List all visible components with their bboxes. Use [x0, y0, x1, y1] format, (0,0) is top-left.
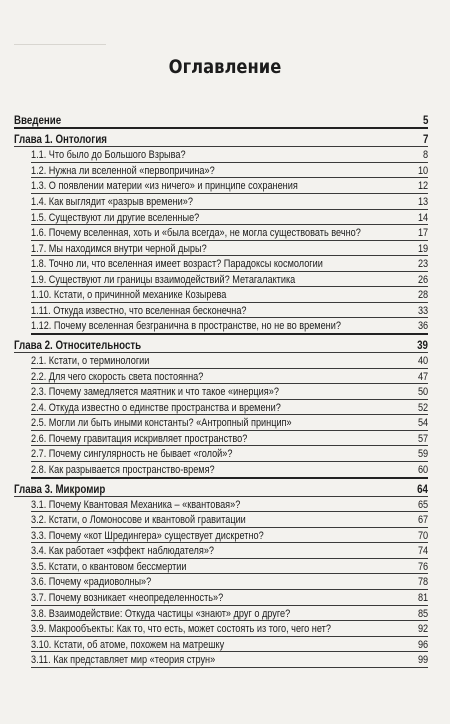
entry-page: 13 [417, 196, 428, 209]
toc-entry[interactable] [14, 432, 428, 448]
entry-page: 81 [417, 591, 428, 604]
entry-page: 23 [417, 258, 428, 271]
toc-entry[interactable] [14, 257, 428, 273]
entry-page: 36 [417, 320, 428, 333]
toc-entry[interactable] [14, 575, 428, 591]
chapter-page: 39 [417, 338, 428, 352]
entry-label: 2.2. Для чего скорость света постоянна? [31, 370, 204, 383]
entry-page: 57 [417, 432, 428, 445]
toc-entry[interactable] [14, 591, 428, 607]
toc-entry[interactable] [14, 447, 428, 463]
entry-page: 33 [417, 304, 428, 317]
entry-label: 3.9. Макрообъекты: Как то, что есть, может состоять из того, чего нет? [31, 623, 331, 636]
toc-entry[interactable] [14, 226, 428, 242]
entry-label: 3.3. Почему «кот Шредингера» существует дискретно? [31, 529, 264, 542]
toc-entry[interactable] [14, 370, 428, 386]
entry-label: 1.1. Что было до Большого Взрыва? [31, 149, 186, 162]
toc-entry[interactable] [14, 544, 428, 560]
entry-page: 59 [417, 448, 428, 461]
entry-label: Введение [14, 114, 62, 127]
entry-page: 28 [417, 289, 428, 302]
toc-chapter-1[interactable] [14, 132, 428, 148]
entry-page: 17 [417, 227, 428, 240]
entry-label: 1.3. О появлении материи «из ничего» и принципе сохранения [31, 180, 298, 193]
chapter-label: Глава 1. Онтология [14, 133, 107, 147]
entry-page: 76 [417, 560, 428, 573]
entry-page: 67 [417, 514, 428, 527]
entry-page: 10 [417, 164, 428, 177]
entry-label: 3.2. Кстати, о Ломоносове и квантовой гравитации [31, 514, 246, 527]
entry-label: 3.10. Кстати, об атоме, похожем на матрешку [31, 638, 225, 651]
entry-label: 2.6. Почему гравитация искривляет пространство? [31, 432, 248, 445]
chapter-label: Глава 2. Относительность [14, 338, 142, 352]
entry-page: 70 [417, 529, 428, 542]
toc-entry[interactable] [14, 164, 428, 180]
page-title: Оглавление [168, 56, 282, 78]
entry-page: 65 [417, 498, 428, 511]
entry-label: 2.4. Откуда известно о единстве пространства и времени? [31, 401, 281, 414]
entry-page: 8 [422, 149, 428, 162]
entry-label: 1.5. Существуют ли другие вселенные? [31, 211, 200, 224]
chapter-label: Глава 3. Микромир [14, 482, 106, 496]
entry-label: 3.7. Почему возникает «неопределенность»? [31, 591, 224, 604]
toc-entry[interactable] [14, 242, 428, 258]
entry-label: 3.1. Почему Квантовая Механика – «квантовая»? [31, 498, 241, 511]
toc-entry[interactable] [14, 498, 428, 514]
entry-page: 5 [422, 114, 428, 127]
entry-page: 12 [417, 180, 428, 193]
entry-label: 1.8. Точно ли, что вселенная имеет возраст? Парадоксы космологии [31, 258, 323, 271]
entry-label: 1.9. Существуют ли границы взаимодействий? Метагалактика [31, 273, 296, 286]
entry-label: 2.1. Кстати, о терминологии [31, 355, 150, 368]
entry-label: 3.4. Как работает «эффект наблюдателя»? [31, 545, 215, 558]
entry-page: 96 [417, 638, 428, 651]
entry-label: 3.11. Как представляет мир «теория струн» [31, 654, 216, 667]
toc-entry[interactable] [14, 463, 428, 479]
entry-page: 14 [417, 211, 428, 224]
chapter-page: 7 [422, 133, 428, 147]
toc-entry[interactable] [14, 607, 428, 623]
toc-entry[interactable] [14, 319, 428, 335]
entry-label: 1.12. Почему вселенная безгранична в пространстве, но не во времени? [31, 320, 341, 333]
entry-label: 2.8. Как разрывается пространство-время? [31, 463, 215, 476]
entry-page: 85 [417, 607, 428, 620]
entry-label: 1.2. Нужна ли вселенной «первопричина»? [31, 164, 215, 177]
entry-label: 3.6. Почему «радиоволны»? [31, 576, 152, 589]
entry-page: 52 [417, 401, 428, 414]
toc-entry[interactable] [14, 416, 428, 432]
entry-label: 2.3. Почему замедляется маятник и что такое «инерция»? [31, 386, 279, 399]
toc-entry[interactable] [14, 622, 428, 638]
toc-entry[interactable] [14, 288, 428, 304]
entry-page: 54 [417, 417, 428, 430]
chapter-page: 64 [417, 482, 428, 496]
entry-page: 47 [417, 370, 428, 383]
toc-entry[interactable] [14, 195, 428, 211]
toc-entry-intro[interactable] [14, 113, 428, 129]
toc-entry[interactable] [14, 211, 428, 227]
entry-page: 50 [417, 386, 428, 399]
toc-entry[interactable] [14, 513, 428, 529]
toc-entry[interactable] [14, 385, 428, 401]
entry-page: 99 [417, 654, 428, 667]
toc-chapter-2[interactable] [14, 338, 428, 354]
toc-entry[interactable] [14, 653, 428, 669]
toc-entry[interactable] [14, 401, 428, 417]
entry-page: 40 [417, 355, 428, 368]
entry-label: 3.8. Взаимодействие: Откуда частицы «знают» друг о друге? [31, 607, 291, 620]
toc-entry[interactable] [14, 354, 428, 370]
entry-page: 92 [417, 623, 428, 636]
top-divider [14, 44, 106, 45]
toc-entry[interactable] [14, 148, 428, 164]
toc-entry[interactable] [14, 304, 428, 320]
entry-label: 3.5. Кстати, о квантовом бессмертии [31, 560, 187, 573]
entry-label: 1.4. Как выглядит «разрыв времени»? [31, 196, 193, 209]
entry-label: 1.6. Почему вселенная, хоть и «была всегда», не могла существовать вечно? [31, 227, 361, 240]
entry-page: 78 [417, 576, 428, 589]
entry-label: 2.7. Почему сингулярность не бывает «голой»? [31, 448, 233, 461]
toc-entry[interactable] [14, 179, 428, 195]
entry-label: 1.7. Мы находимся внутри черной дыры? [31, 242, 207, 255]
entry-page: 60 [417, 463, 428, 476]
toc-entry[interactable] [14, 273, 428, 289]
entry-label: 1.10. Кстати, о причинной механике Козырева [31, 289, 227, 302]
toc-entry[interactable] [14, 529, 428, 545]
table-of-contents [14, 113, 428, 669]
entry-page: 74 [417, 545, 428, 558]
entry-label: 2.5. Могли ли быть иными константы? «Антропный принцип» [31, 417, 292, 430]
toc-chapter-3[interactable] [14, 482, 428, 498]
toc-entry[interactable] [14, 638, 428, 654]
entry-page: 26 [417, 273, 428, 286]
entry-page: 19 [417, 242, 428, 255]
entry-label: 1.11. Откуда известно, что вселенная бесконечна? [31, 304, 247, 317]
toc-entry[interactable] [14, 560, 428, 576]
